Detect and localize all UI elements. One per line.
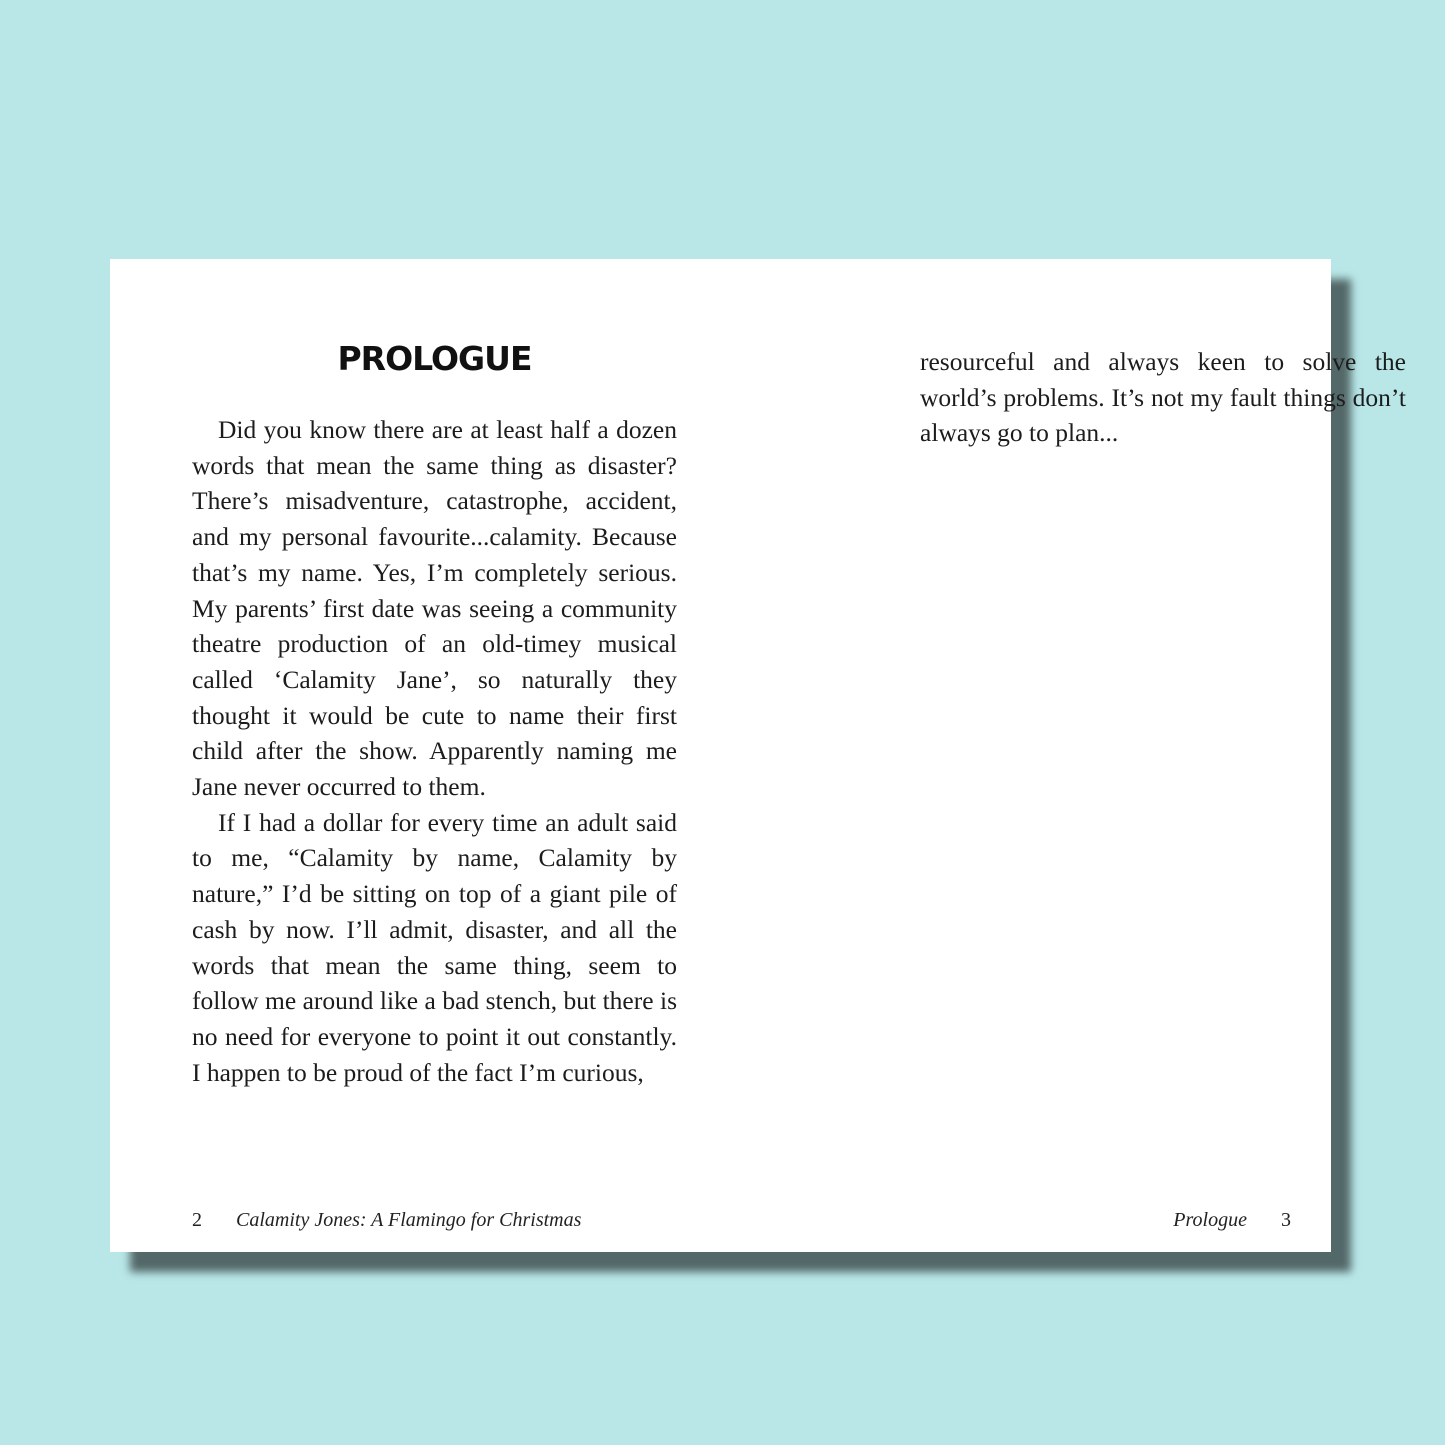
right-page-body: [920, 344, 1406, 451]
body-paragraph: If I had a dollar for every time an adult said to me, “Calamity by name, Calamity by nature,” I’d be sitting on top of a giant pile of cash by now. I’ll admit, disaster, and all the words that mean the same thing, seem to follow me around like a bad stench, but there is no need for everyone to point it out constantly. I happen to be proud of the fact I’m curious,: [192, 807, 677, 1087]
page-number: 2: [192, 1209, 202, 1231]
body-paragraph: resourceful and always keen to solve the world’s problems. It’s not my fault things don’t always go to plan...: [920, 347, 1406, 448]
right-page-footer: [1173, 1209, 1291, 1232]
right-page: [720, 259, 1406, 1252]
running-head: Calamity Jones: A Flamingo for Christmas: [236, 1209, 582, 1231]
page-number: 3: [1281, 1209, 1291, 1231]
running-head: Prologue: [1173, 1209, 1247, 1231]
left-page-footer: [192, 1209, 581, 1232]
book-spread: [110, 259, 1406, 1252]
body-paragraph: Did you know there are at least half a dozen words that mean the same thing as disaster? There’s misadventure, catastrophe, accident, and my personal favourite...calamity. Because that’s my name. Yes, I’m completely serious. My parents’ first date was seeing a community theatre production of an old-timey musical called ‘Calamity Jane’, so naturally they thought it would be cute to name their first child after the show. Apparently naming me Jane never occurred to them.: [192, 415, 677, 802]
chapter-title: PROLOGUE: [337, 339, 532, 378]
left-page-body: [192, 412, 677, 1090]
left-page: [110, 259, 720, 1252]
